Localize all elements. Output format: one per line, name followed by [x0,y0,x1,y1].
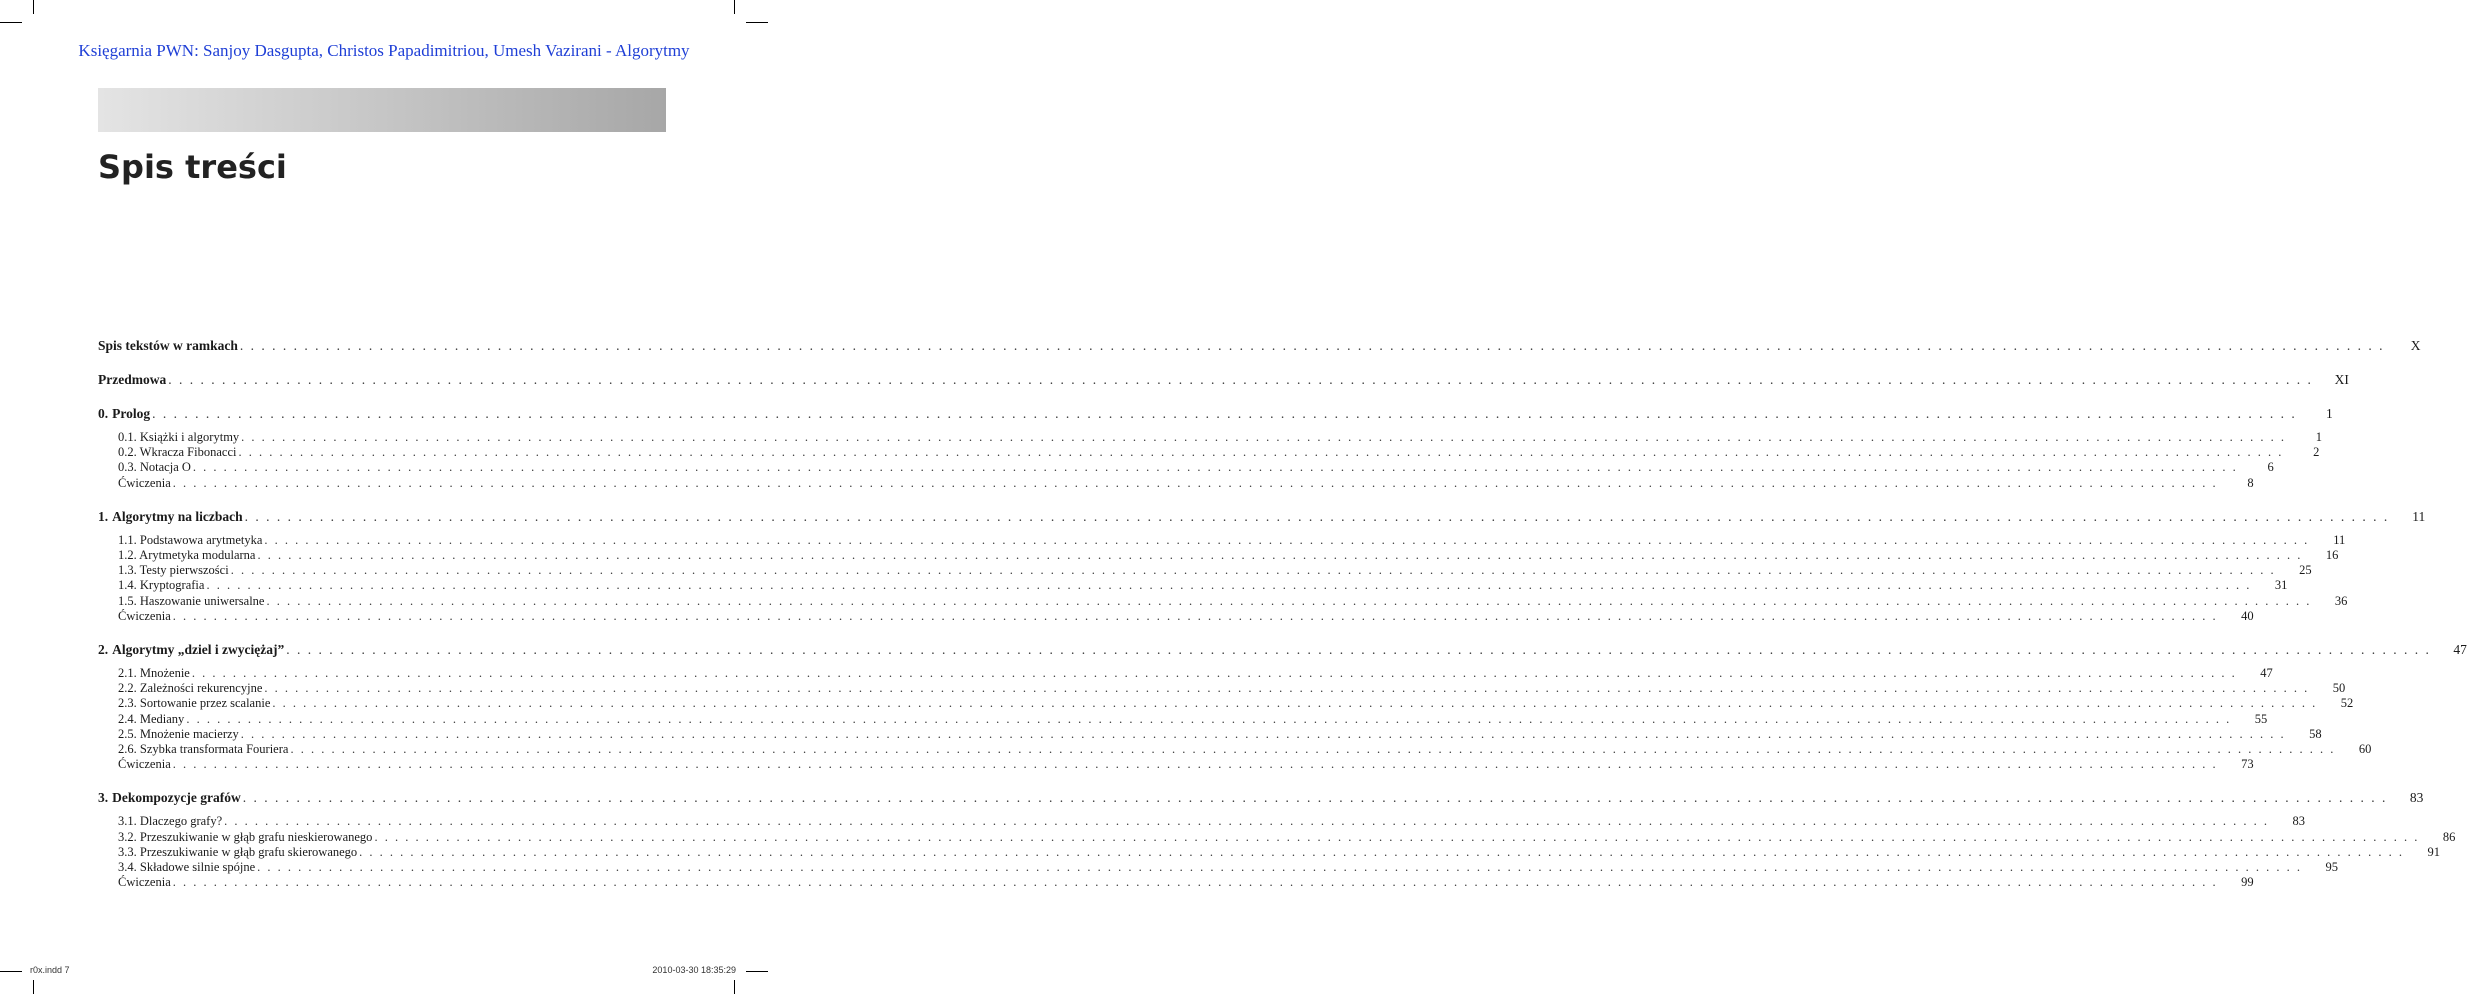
toc-entry-label [98,372,166,388]
toc-entry[interactable] [98,406,2333,422]
leader-dots: . . . . . . . . . . . . . . . . . . . . . . . . . . . . . . . . . . . . . . . . . . . . . . . . . . . . . . . . . . . . . . . . . . . . . . . . . . . . . . . . . . . . . . . . . . . . . . . . . . . . . . . . . . . . . . . . . . . . . . . . . . . . . . . . . . . . . . . . . . . . . . . . . . . . . . . . . . . . . . . . . . . . . . . . . . . . . . . . . . . . . . . . . . . . . . . . . . . . . . . . [224,814,2269,829]
chapter-title: Przedmowa [98,372,167,387]
leader-dots: . . . . . . . . . . . . . . . . . . . . . . . . . . . . . . . . . . . . . . . . . . . . . . . . . . . . . . . . . . . . . . . . . . . . . . . . . . . . . . . . . . . . . . . . . . . . . . . . . . . . . . . . . . . . . . . . . . . . . . . . . . . . . . . . . . . . . . . . . . . . . . . . . . . . . . . . . . . . . . . . . . . . . . . . . . . . . . . . . . . . . . . . . . . . . . . . . . . . . . . . [374,829,2420,844]
toc-subentry[interactable] [118,563,2312,578]
toc-entry[interactable] [98,790,2424,806]
crop-mark [746,22,768,23]
toc-sublist [98,814,2456,890]
page-number: 16 [2325,548,2339,563]
chapter-title: Algorytmy „dziel i zwyciężaj” [112,642,285,658]
toc-subentry-label: 3.1. Dlaczego grafy? [118,814,223,829]
toc-entry[interactable] [98,372,2349,388]
toc-subentry[interactable] [118,430,2323,445]
toc-subentry-label: 1.3. Testy pierwszości [118,563,229,578]
toc-subentry[interactable] [118,460,2274,475]
toc-subentry-label: 2.5. Mnożenie macierzy [118,726,239,741]
toc-subentry-label: 2.4. Mediany [118,711,185,726]
toc-sublist [98,666,2372,772]
leader-dots: . . . . . . . . . . . . . . . . . . . . . . . . . . . . . . . . . . . . . . . . . . . . . . . . . . . . . . . . . . . . . . . . . . . . . . . . . . . . . . . . . . . . . . . . . . . . . . . . . . . . . . . . . . . . . . . . . . . . . . . . . . . . . . . . . . . . . . . . . . . . . . . . . . . . . . . . . . . . . . . . . . . . . . . . . . . . . . . . . . . . . . . . . . . . . . . . . . . . . . . . [191,666,2237,681]
toc-subentry-label: 0.2. Wkracza Fibonacci [118,445,237,460]
chapter-title: Prolog [112,406,151,421]
leader-dots: . . . . . . . . . . . . . . . . . . . . . . . . . . . . . . . . . . . . . . . . . . . . . . . . . . . . . . . . . . . . . . . . . . . . . . . . . . . . . . . . . . . . . . . . . . . . . . . . . . . . . . . . . . . . . . . . . . . . . . . . . . . . . . . . . . . . . . . . . . . . . . . . . . . . . . . . . . . . . . . . . . . . . . . . . . . . . . . . . . . . . . . . . . . . . . . . . . . . . . . . [241,430,2287,444]
toc-subentry[interactable] [118,844,2441,860]
toc-subentry-label: 3.4. Składowe silnie spójne [118,860,256,875]
leader-dots: . . . . . . . . . . . . . . . . . . . . . . . . . . . . . . . . . . . . . . . . . . . . . . . . . . . . . . . . . . . . . . . . . . . . . . . . . . . . . . . . . . . . . . . . . . . . . . . . . . . . . . . . . . . . . . . . . . . . . . . . . . . . . . . . . . . . . . . . . . . . . . . . . . . . . . . . . . . . . . . . . . . . . . . . . . . . . . . . . . . . . . . . . . . . . . . . . . . . . . . . [152,406,2297,421]
page-number: 52 [2340,696,2354,711]
page-number: 1 [2326,406,2333,421]
toc-subentry[interactable] [118,666,2273,681]
crop-mark [0,22,22,23]
page-number: 60 [2358,742,2372,757]
page-number: 47 [2260,666,2273,681]
toc-subentry-label: 2.2. Zależności rekurencyjne [118,681,263,696]
page-number: 58 [2309,726,2322,741]
toc-subentry-label: 2.1. Mnożenie [118,666,190,681]
toc-subentry-label: 0.1. Książki i algorytmy [118,430,240,444]
toc-entry-label [98,406,150,422]
toc-entry-label [98,790,241,806]
toc-subentry[interactable] [118,608,2254,624]
toc-subentry-label: 1.1. Podstawowa arytmetyka [118,532,263,547]
toc-subentry-label: Ćwiczenia [118,757,171,772]
toc-subentry[interactable] [118,726,2322,742]
toc-subentry[interactable] [118,578,2288,593]
header-link[interactable]: Księgarnia PWN: Sanjoy Dasgupta, Christos Papadimitriou, Umesh Vazirani - Algorytmy [78,41,690,60]
toc-subentry-label: 2.6. Szybka transformata Fouriera [118,742,289,757]
toc-subentry[interactable] [118,757,2254,772]
toc-sublist [98,430,2323,491]
page-number: 73 [2241,757,2254,772]
leader-dots: . . . . . . . . . . . . . . . . . . . . . . . . . . . . . . . . . . . . . . . . . . . . . . . . . . . . . . . . . . . . . . . . . . . . . . . . . . . . . . . . . . . . . . . . . . . . . . . . . . . . . . . . . . . . . . . . . . . . . . . . . . . . . . . . . . . . . . . . . . . . . . . . . . . . . . . . . . . . . . . . . . . . . . . . . . . . . . . . . . . . . . . . . . . . . . . . . . . . . . . . [206,578,2252,593]
crop-mark [33,980,34,994]
leader-dots: . . . . . . . . . . . . . . . . . . . . . . . . . . . . . . . . . . . . . . . . . . . . . . . . . . . . . . . . . . . . . . . . . . . . . . . . . . . . . . . . . . . . . . . . . . . . . . . . . . . . . . . . . . . . . . . . . . . . . . . . . . . . . . . . . . . . . . . . . . . . . . . . . . . . . . . . . . . . . . . . . . . . . . . . . . . . . . . . . . . . . . . . . . . . . . . . . . . . . . . . [172,475,2218,490]
toc-entry[interactable] [98,642,2467,658]
leader-dots: . . . . . . . . . . . . . . . . . . . . . . . . . . . . . . . . . . . . . . . . . . . . . . . . . . . . . . . . . . . . . . . . . . . . . . . . . . . . . . . . . . . . . . . . . . . . . . . . . . . . . . . . . . . . . . . . . . . . . . . . . . . . . . . . . . . . . . . . . . . . . . . . . . . . . . . . . . . . . . . . . . . . . . . . . . . . . . . . . . . . . . . . . . . . . . . . . . . . . . . . [257,548,2303,563]
crop-mark [746,971,768,972]
leader-dots: . . . . . . . . . . . . . . . . . . . . . . . . . . . . . . . . . . . . . . . . . . . . . . . . . . . . . . . . . . . . . . . . . . . . . . . . . . . . . . . . . . . . . . . . . . . . . . . . . . . . . . . . . . . . . . . . . . . . . . . . . . . . . . . . . . . . . . . . . . . . . . . . . . . . . . . . . . . . . . . . . . . . . . . . . . . . . . . . . . . . . . . . . . . . . . . . . . . . . . . . [172,608,2218,623]
leader-dots: . . . . . . . . . . . . . . . . . . . . . . . . . . . . . . . . . . . . . . . . . . . . . . . . . . . . . . . . . . . . . . . . . . . . . . . . . . . . . . . . . . . . . . . . . . . . . . . . . . . . . . . . . . . . . . . . . . . . . . . . . . . . . . . . . . . . . . . . . . . . . . . . . . . . . . . . . . . . . . . . . . . . . . . . . . . . . . . . . . . . . . . . . . . . . . . . . . . . . . . . [272,696,2318,711]
toc-section [98,508,2426,624]
toc-entry[interactable] [98,508,2426,525]
toc-subentry[interactable] [118,475,2254,491]
leader-dots: . . . . . . . . . . . . . . . . . . . . . . . . . . . . . . . . . . . . . . . . . . . . . . . . . . . . . . . . . . . . . . . . . . . . . . . . . . . . . . . . . . . . . . . . . . . . . . . . . . . . . . . . . . . . . . . . . . . . . . . . . . . . . . . . . . . . . . . . . . . . . . . . . . . . . . . . . . . . . . . . . . . . . . . . . . . . . . . . . . . . . . . . . . . . . . . . . . . . . . . . [242,790,2388,806]
leader-dots: . . . . . . . . . . . . . . . . . . . . . . . . . . . . . . . . . . . . . . . . . . . . . . . . . . . . . . . . . . . . . . . . . . . . . . . . . . . . . . . . . . . . . . . . . . . . . . . . . . . . . . . . . . . . . . . . . . . . . . . . . . . . . . . . . . . . . . . . . . . . . . . . . . . . . . . . . . . . . . . . . . . . . . . . . . . . . . . . . . . . . . . . . . . . . . . . . . . . . . . . [257,860,2303,875]
leader-dots: . . . . . . . . . . . . . . . . . . . . . . . . . . . . . . . . . . . . . . . . . . . . . . . . . . . . . . . . . . . . . . . . . . . . . . . . . . . . . . . . . . . . . . . . . . . . . . . . . . . . . . . . . . . . . . . . . . . . . . . . . . . . . . . . . . . . . . . . . . . . . . . . . . . . . . . . . . . . . . . . . . . . . . . . . . . . . . . . . . . . . . . . . . . . . . . . . . . . . . . . [290,742,2336,757]
leader-dots: . . . . . . . . . . . . . . . . . . . . . . . . . . . . . . . . . . . . . . . . . . . . . . . . . . . . . . . . . . . . . . . . . . . . . . . . . . . . . . . . . . . . . . . . . . . . . . . . . . . . . . . . . . . . . . . . . . . . . . . . . . . . . . . . . . . . . . . . . . . . . . . . . . . . . . . . . . . . . . . . . . . . . . . . . . . . . . . . . . . . . . . . . . . . . . . . . . . . . . . . [238,445,2284,460]
chapter-number: 2. [98,642,109,658]
page-number: 83 [2292,814,2305,829]
toc-subentry[interactable] [118,593,2348,609]
toc-entry-label [98,642,284,658]
crop-mark [33,0,34,14]
toc-entry-label [98,509,243,525]
leader-dots: . . . . . . . . . . . . . . . . . . . . . . . . . . . . . . . . . . . . . . . . . . . . . . . . . . . . . . . . . . . . . . . . . . . . . . . . . . . . . . . . . . . . . . . . . . . . . . . . . . . . . . . . . . . . . . . . . . . . . . . . . . . . . . . . . . . . . . . . . . . . . . . . . . . . . . . . . . . . . . . . . . . . . . . . . . . . . . . . . . . . . . . . . . . . . . . . . . . . . . . . [244,508,2390,524]
toc-section [98,372,2349,388]
chapter-title: Algorytmy na liczbach [112,508,243,524]
page-number: 36 [2334,593,2348,608]
toc-section [98,338,2421,354]
page-number: 95 [2325,860,2339,875]
toc-subentry[interactable] [118,814,2305,829]
crop-mark [0,971,22,972]
leader-dots: . . . . . . . . . . . . . . . . . . . . . . . . . . . . . . . . . . . . . . . . . . . . . . . . . . . . . . . . . . . . . . . . . . . . . . . . . . . . . . . . . . . . . . . . . . . . . . . . . . . . . . . . . . . . . . . . . . . . . . . . . . . . . . . . . . . . . . . . . . . . . . . . . . . . . . . . . . . . . . . . . . . . . . . . . . . . . . . . . . . . . . . . . . . . . . . . . . . . . . . . [186,711,2232,726]
chapter-title: Dekompozycje grafów [112,790,241,806]
chapter-title: Spis tekstów w ramkach [98,338,238,353]
toc-subentry-label: Ćwiczenia [118,875,171,890]
table-of-contents [98,338,2467,908]
toc-subentry-label: 0.3. Notacja O [118,460,191,475]
leader-dots: . . . . . . . . . . . . . . . . . . . . . . . . . . . . . . . . . . . . . . . . . . . . . . . . . . . . . . . . . . . . . . . . . . . . . . . . . . . . . . . . . . . . . . . . . . . . . . . . . . . . . . . . . . . . . . . . . . . . . . . . . . . . . . . . . . . . . . . . . . . . . . . . . . . . . . . . . . . . . . . . . . . . . . . . . . . . . . . . . . . . . . . . . . . . . . . . . . . . . . . . [239,338,2385,353]
toc-subentry-label: Ćwiczenia [118,475,171,490]
leader-dots: . . . . . . . . . . . . . . . . . . . . . . . . . . . . . . . . . . . . . . . . . . . . . . . . . . . . . . . . . . . . . . . . . . . . . . . . . . . . . . . . . . . . . . . . . . . . . . . . . . . . . . . . . . . . . . . . . . . . . . . . . . . . . . . . . . . . . . . . . . . . . . . . . . . . . . . . . . . . . . . . . . . . . . . . . . . . . . . . . . . . . . . . . . . . . . . . . . . . . . . . [359,844,2405,859]
toc-subentry-label: 1.2. Arytmetyka modularna [118,548,256,563]
toc-section [98,790,2456,890]
page-number: 25 [2299,563,2312,578]
toc-subentry[interactable] [118,829,2456,845]
page-number: 8 [2247,475,2254,490]
page-number: 50 [2332,681,2346,696]
leader-dots: . . . . . . . . . . . . . . . . . . . . . . . . . . . . . . . . . . . . . . . . . . . . . . . . . . . . . . . . . . . . . . . . . . . . . . . . . . . . . . . . . . . . . . . . . . . . . . . . . . . . . . . . . . . . . . . . . . . . . . . . . . . . . . . . . . . . . . . . . . . . . . . . . . . . . . . . . . . . . . . . . . . . . . . . . . . . . . . . . . . . . . . . . . . . . . . . . . . . . . . . [264,681,2310,696]
page-number: 2 [2313,445,2320,460]
leader-dots: . . . . . . . . . . . . . . . . . . . . . . . . . . . . . . . . . . . . . . . . . . . . . . . . . . . . . . . . . . . . . . . . . . . . . . . . . . . . . . . . . . . . . . . . . . . . . . . . . . . . . . . . . . . . . . . . . . . . . . . . . . . . . . . . . . . . . . . . . . . . . . . . . . . . . . . . . . . . . . . . . . . . . . . . . . . . . . . . . . . . . . . . . . . . . . . . . . . . . . . . [240,726,2286,741]
page-number: 91 [2427,844,2441,859]
toc-subentry[interactable] [118,742,2372,757]
page-number: 99 [2241,875,2254,890]
leader-dots: . . . . . . . . . . . . . . . . . . . . . . . . . . . . . . . . . . . . . . . . . . . . . . . . . . . . . . . . . . . . . . . . . . . . . . . . . . . . . . . . . . . . . . . . . . . . . . . . . . . . . . . . . . . . . . . . . . . . . . . . . . . . . . . . . . . . . . . . . . . . . . . . . . . . . . . . . . . . . . . . . . . . . . . . . . . . . . . . . . . . . . . . . . . . . . . . . . . . . . . . [192,460,2238,475]
page-number: XI [2334,372,2349,387]
toc-sublist [98,532,2348,624]
page-number: 11 [2412,508,2426,524]
leader-dots: . . . . . . . . . . . . . . . . . . . . . . . . . . . . . . . . . . . . . . . . . . . . . . . . . . . . . . . . . . . . . . . . . . . . . . . . . . . . . . . . . . . . . . . . . . . . . . . . . . . . . . . . . . . . . . . . . . . . . . . . . . . . . . . . . . . . . . . . . . . . . . . . . . . . . . . . . . . . . . . . . . . . . . . . . . . . . . . . . . . . . . . . . . . . . . . . . . . . . . . . [286,642,2431,658]
page-number: 47 [2453,642,2467,658]
page-number: 55 [2254,711,2268,726]
toc-subentry-label: 2.3. Sortowanie przez scalanie [118,696,271,711]
toc-subentry[interactable] [118,875,2254,890]
crop-mark [734,0,735,14]
chapter-number: 1. [98,508,109,524]
chapter-number: 0. [98,406,109,421]
toc-subentry-label: 3.3. Przeszukiwanie w głąb grafu skierowanego [118,844,358,859]
toc-section [98,406,2333,491]
toc-subentry[interactable] [118,532,2346,548]
page-number: 31 [2274,578,2288,593]
toc-subentry[interactable] [118,711,2268,727]
page-title: Spis treści [98,148,287,186]
leader-dots: . . . . . . . . . . . . . . . . . . . . . . . . . . . . . . . . . . . . . . . . . . . . . . . . . . . . . . . . . . . . . . . . . . . . . . . . . . . . . . . . . . . . . . . . . . . . . . . . . . . . . . . . . . . . . . . . . . . . . . . . . . . . . . . . . . . . . . . . . . . . . . . . . . . . . . . . . . . . . . . . . . . . . . . . . . . . . . . . . . . . . . . . . . . . . . . . . . . . . . . . [266,593,2312,608]
leader-dots: . . . . . . . . . . . . . . . . . . . . . . . . . . . . . . . . . . . . . . . . . . . . . . . . . . . . . . . . . . . . . . . . . . . . . . . . . . . . . . . . . . . . . . . . . . . . . . . . . . . . . . . . . . . . . . . . . . . . . . . . . . . . . . . . . . . . . . . . . . . . . . . . . . . . . . . . . . . . . . . . . . . . . . . . . . . . . . . . . . . . . . . . . . . . . . . . . . . . . . . . [264,532,2310,547]
page-number: 40 [2241,608,2254,623]
page-number: 1 [2315,430,2323,444]
toc-entry[interactable] [98,338,2421,354]
chapter-band [98,88,666,132]
toc-entry-label [98,338,238,354]
page-number: 11 [2333,532,2346,547]
leader-dots: . . . . . . . . . . . . . . . . . . . . . . . . . . . . . . . . . . . . . . . . . . . . . . . . . . . . . . . . . . . . . . . . . . . . . . . . . . . . . . . . . . . . . . . . . . . . . . . . . . . . . . . . . . . . . . . . . . . . . . . . . . . . . . . . . . . . . . . . . . . . . . . . . . . . . . . . . . . . . . . . . . . . . . . . . . . . . . . . . . . . . . . . . . . . . . . . . . . . . . . . [230,563,2276,578]
toc-subentry-label: Ćwiczenia [118,608,171,623]
leader-dots: . . . . . . . . . . . . . . . . . . . . . . . . . . . . . . . . . . . . . . . . . . . . . . . . . . . . . . . . . . . . . . . . . . . . . . . . . . . . . . . . . . . . . . . . . . . . . . . . . . . . . . . . . . . . . . . . . . . . . . . . . . . . . . . . . . . . . . . . . . . . . . . . . . . . . . . . . . . . . . . . . . . . . . . . . . . . . . . . . . . . . . . . . . . . . . . . . . . . . . . . [172,875,2218,890]
toc-subentry[interactable] [118,696,2354,711]
toc-subentry-label: 1.5. Haszowanie uniwersalne [118,593,265,608]
toc-section [98,642,2467,772]
toc-subentry-label: 3.2. Przeszukiwanie w głąb grafu nieskierowanego [118,829,373,844]
toc-subentry[interactable] [118,445,2320,460]
toc-subentry[interactable] [118,860,2339,875]
toc-subentry-label: 1.4. Kryptografia [118,578,205,593]
leader-dots: . . . . . . . . . . . . . . . . . . . . . . . . . . . . . . . . . . . . . . . . . . . . . . . . . . . . . . . . . . . . . . . . . . . . . . . . . . . . . . . . . . . . . . . . . . . . . . . . . . . . . . . . . . . . . . . . . . . . . . . . . . . . . . . . . . . . . . . . . . . . . . . . . . . . . . . . . . . . . . . . . . . . . . . . . . . . . . . . . . . . . . . . . . . . . . . . . . . . . . . . [172,757,2218,772]
page-number: X [2410,338,2421,353]
page-number: 6 [2267,460,2274,475]
leader-dots: . . . . . . . . . . . . . . . . . . . . . . . . . . . . . . . . . . . . . . . . . . . . . . . . . . . . . . . . . . . . . . . . . . . . . . . . . . . . . . . . . . . . . . . . . . . . . . . . . . . . . . . . . . . . . . . . . . . . . . . . . . . . . . . . . . . . . . . . . . . . . . . . . . . . . . . . . . . . . . . . . . . . . . . . . . . . . . . . . . . . . . . . . . . . . . . . . . . . . . . . [168,372,2313,387]
page-number: 86 [2442,829,2456,844]
toc-subentry[interactable] [118,681,2346,696]
footer-file: r0x.indd 7 [30,965,70,975]
crop-mark [734,980,735,994]
chapter-number: 3. [98,790,109,806]
page-number: 83 [2409,790,2424,806]
toc-subentry[interactable] [118,548,2339,563]
footer-timestamp: 2010-03-30 18:35:29 [652,965,736,975]
